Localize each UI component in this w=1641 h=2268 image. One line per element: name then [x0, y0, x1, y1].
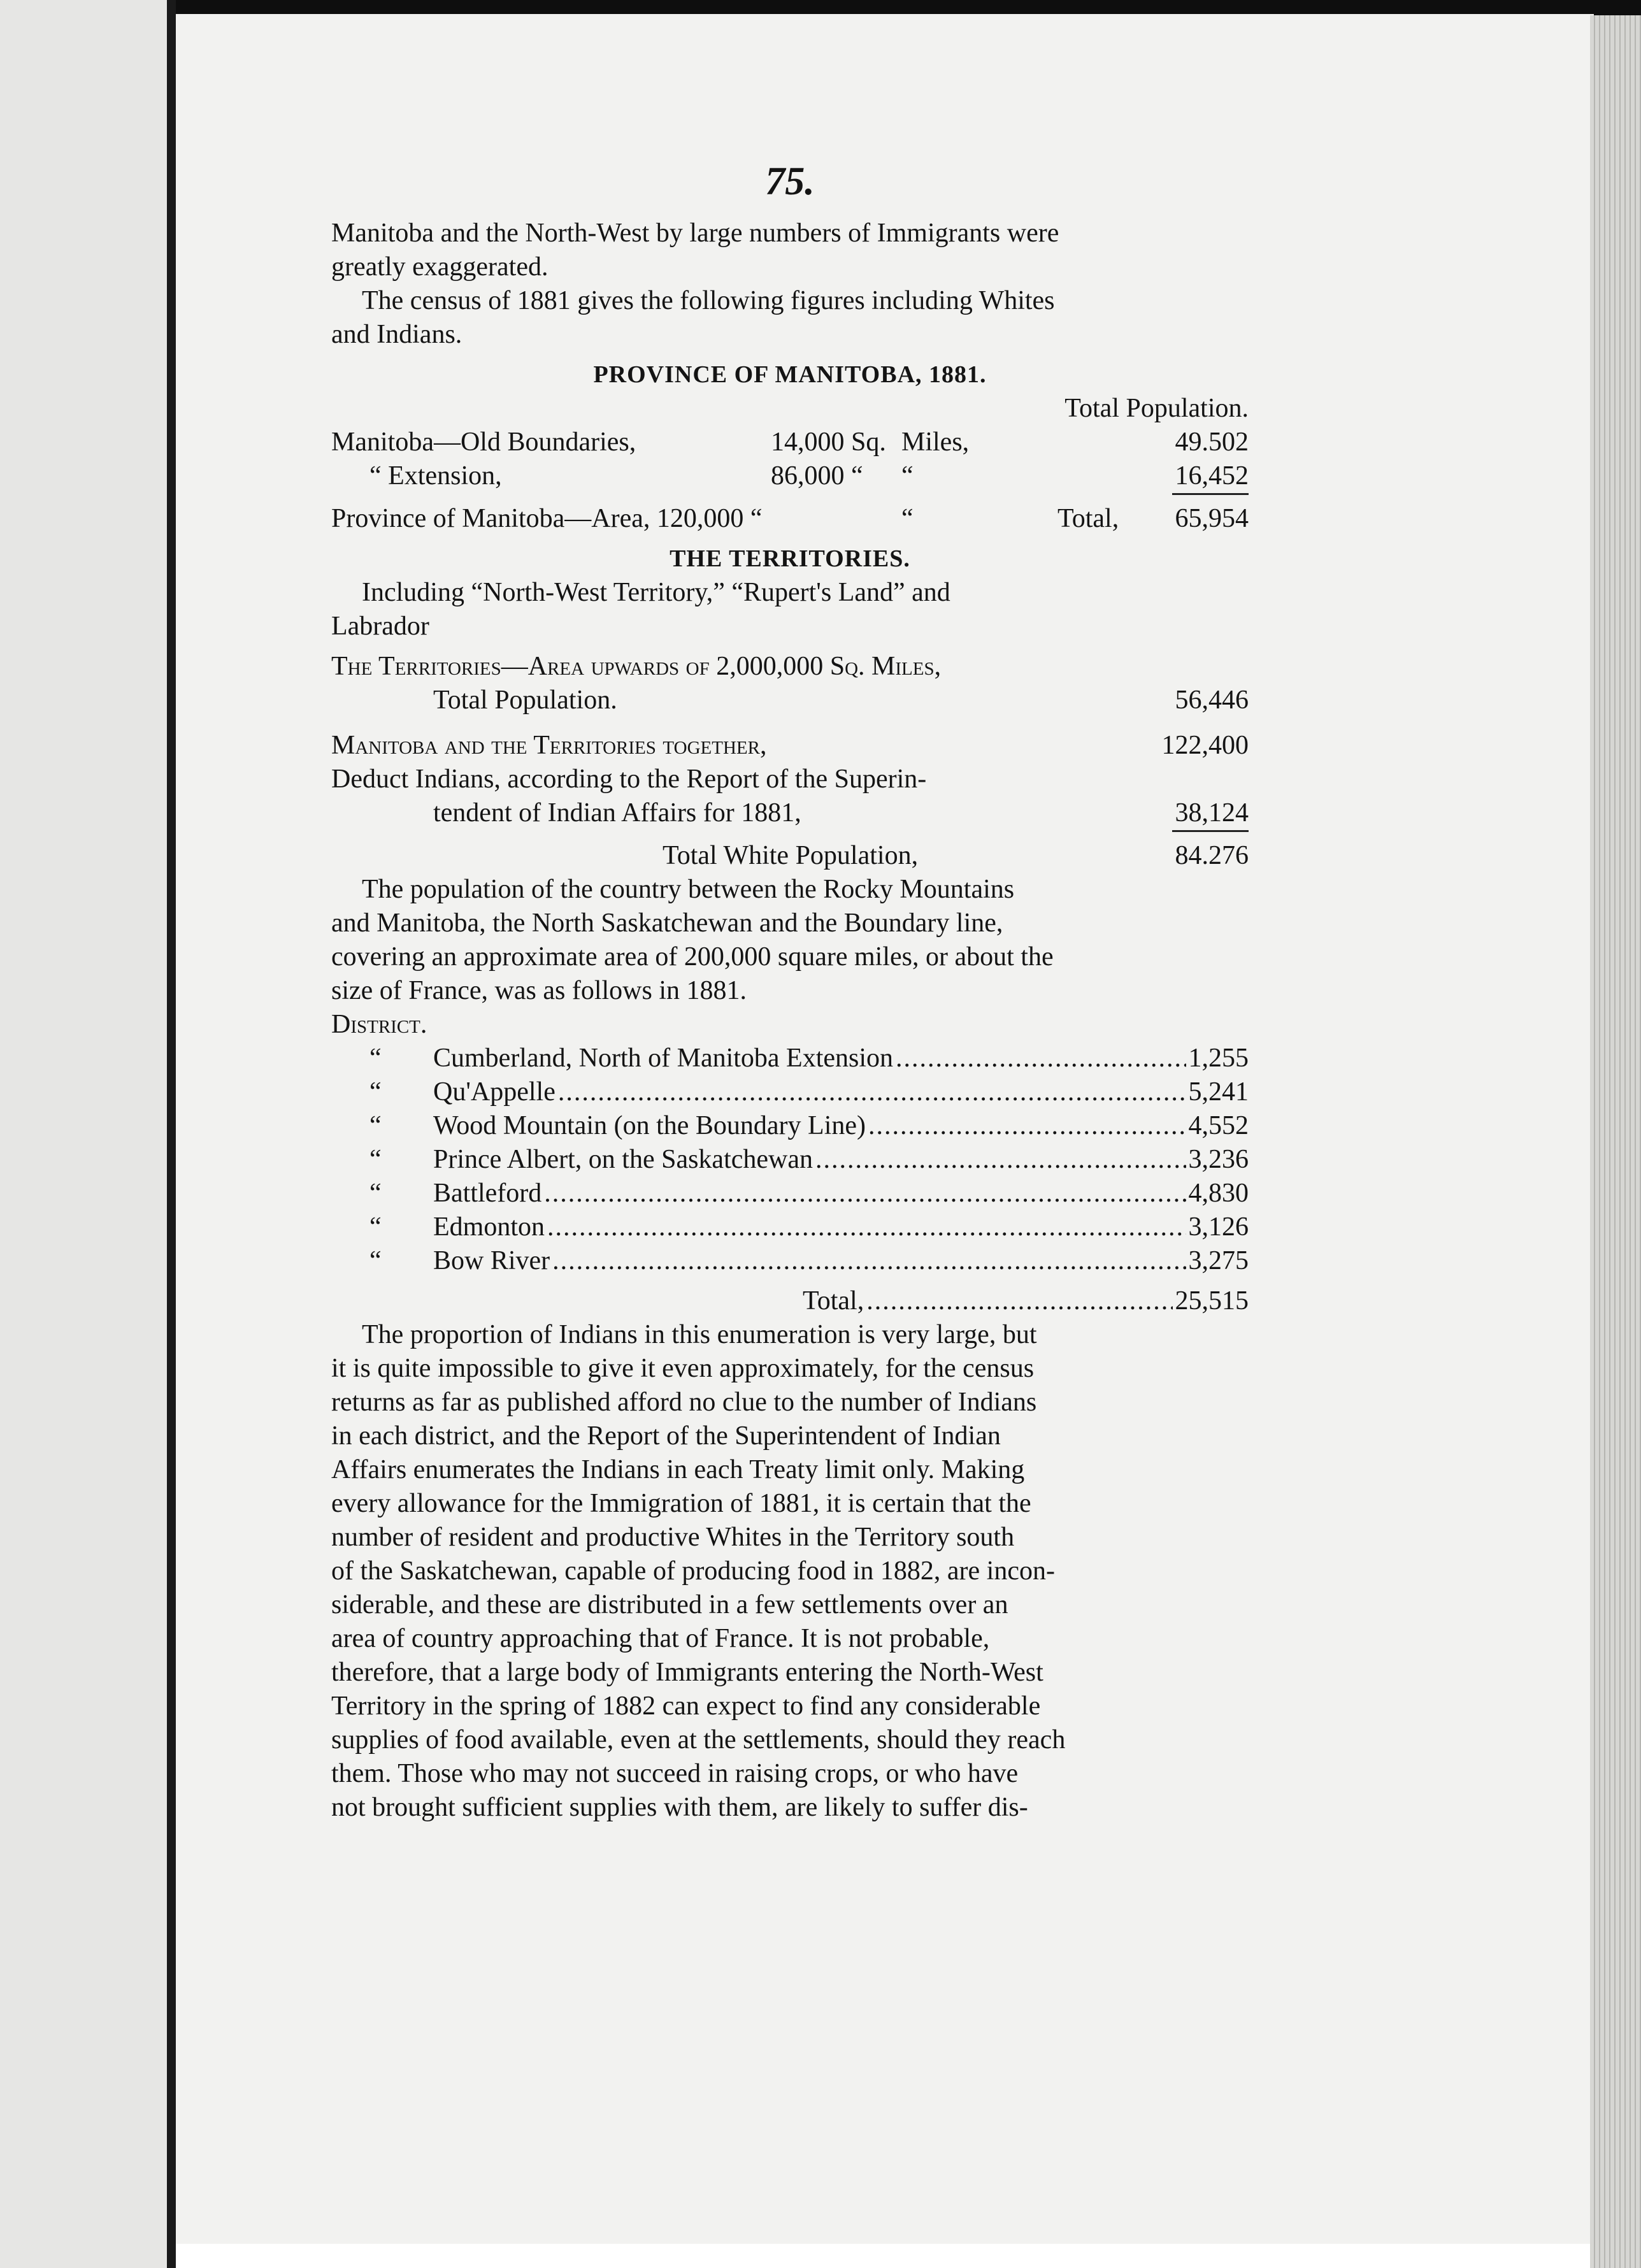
intro-line-2: greatly exaggerated.	[331, 252, 548, 282]
closing-paragraph-line: The proportion of Indians in this enumeration is very large, but	[362, 1320, 1037, 1349]
population-paragraph-line: size of France, was as follows in 1881.	[331, 976, 747, 1005]
closing-paragraph-line: not brought sufficient supplies with them, are likely to suffer dis-	[331, 1793, 1028, 1822]
book-gutter	[167, 0, 176, 2268]
population-paragraph-line: and Manitoba, the North Saskatchewan and the Boundary line,	[331, 908, 1003, 938]
row-unit: “	[901, 461, 914, 491]
leader-dots	[544, 1177, 1186, 1210]
facing-page	[0, 0, 171, 2268]
row-label: Manitoba—Old Boundaries,	[331, 427, 636, 457]
page-stack-edges	[1590, 15, 1641, 2268]
row-value: 16,452	[1175, 461, 1249, 491]
row-value: 49.502	[1175, 427, 1249, 457]
district-header: District.	[331, 1010, 427, 1039]
district-population: 4,552	[1188, 1111, 1249, 1140]
row-unit: Miles,	[901, 427, 970, 457]
white-label: Total White Population,	[663, 841, 919, 870]
population-paragraph-line: covering an approximate area of 200,000 square miles, or about the	[331, 942, 1054, 972]
district-name: Prince Albert, on the Saskatchewan	[433, 1145, 813, 1174]
closing-paragraph-line: them. Those who may not succeed in raising crops, or who have	[331, 1759, 1019, 1788]
district-population: 3,236	[1188, 1145, 1249, 1174]
closing-paragraph-line: therefore, that a large body of Immigrants entering the North-West	[331, 1658, 1043, 1687]
leader-dots	[552, 1244, 1186, 1278]
closing-paragraph-line: returns as far as published afford no clue to the number of Indians	[331, 1388, 1037, 1417]
leader-dots	[558, 1075, 1186, 1109]
district-population: 4,830	[1188, 1179, 1249, 1208]
district-total-row	[331, 1284, 1249, 1318]
district-name: Qu'Appelle	[433, 1077, 555, 1107]
sum-rule	[331, 493, 1249, 496]
district-population: 3,126	[1188, 1212, 1249, 1242]
district-row	[331, 1042, 1249, 1075]
district-name: Wood Mountain (on the Boundary Line)	[433, 1111, 866, 1140]
total-ditto: “	[901, 504, 914, 533]
district-name: Cumberland, North of Manitoba Extension	[433, 1044, 894, 1073]
district-list	[331, 1042, 1249, 1278]
territories-area: The Territories—Area upwards of 2,000,000 Sq. Miles,	[331, 652, 942, 681]
district-ditto: “	[369, 1179, 382, 1208]
deduct-label: tendent of Indian Affairs for 1881,	[433, 798, 801, 828]
manitoba-total-row	[331, 502, 1249, 536]
row-area: 14,000 Sq.	[771, 427, 886, 457]
white-value: 84.276	[1175, 841, 1249, 870]
page-number: 75.	[765, 160, 815, 203]
district-ditto: “	[369, 1077, 382, 1107]
together-row	[331, 729, 1249, 763]
leader-dots	[868, 1109, 1186, 1143]
district-row	[331, 1075, 1249, 1109]
district-row	[331, 1177, 1249, 1210]
sum-rule	[331, 830, 1249, 833]
census-line-2: and Indians.	[331, 320, 462, 349]
district-population: 5,241	[1188, 1077, 1249, 1107]
together-label: Manitoba and the Territories together,	[331, 731, 767, 760]
deduct-value: 38,124	[1175, 798, 1249, 828]
closing-paragraph-line: Affairs enumerates the Indians in each Treaty limit only. Making	[331, 1455, 1025, 1484]
district-ditto: “	[369, 1145, 382, 1174]
population-label: Total Population.	[433, 685, 617, 715]
white-population-row	[331, 839, 1249, 873]
closing-paragraph-line: every allowance for the Immigration of 1881, it is certain that the	[331, 1489, 1031, 1518]
closing-paragraph-line: Territory in the spring of 1882 can expect to find any considerable	[331, 1691, 1041, 1721]
intro-line-1: Manitoba and the North-West by large numbers of Immigrants were	[331, 219, 1059, 248]
total-population-header: Total Population.	[1064, 394, 1249, 423]
district-total-value: 25,515	[1175, 1286, 1249, 1316]
district-name: Edmonton	[433, 1212, 545, 1242]
closing-paragraph-line: it is quite impossible to give it even approximately, for the census	[331, 1354, 1035, 1383]
closing-paragraph-line: of the Saskatchewan, capable of producing food in 1882, are incon-	[331, 1556, 1055, 1586]
territories-including-1: Including “North-West Territory,” “Rupert's Land” and	[362, 578, 950, 607]
closing-paragraph-line: area of country approaching that of France. It is not probable,	[331, 1624, 990, 1653]
total-value: 65,954	[1175, 504, 1249, 533]
together-value: 122,400	[1161, 731, 1249, 760]
district-row	[331, 1143, 1249, 1177]
district-name: Bow River	[433, 1246, 550, 1275]
leader-dots	[547, 1210, 1186, 1244]
district-row	[331, 1109, 1249, 1143]
page-content	[331, 153, 1249, 1825]
leader-dots	[896, 1042, 1186, 1075]
district-ditto: “	[369, 1246, 382, 1275]
district-population: 3,275	[1188, 1246, 1249, 1275]
total-label: Province of Manitoba—Area, 120,000 “	[331, 504, 763, 533]
district-ditto: “	[369, 1111, 382, 1140]
district-total-label: Total,	[803, 1286, 864, 1316]
manitoba-row-old-boundaries	[331, 426, 1249, 459]
territories-heading: THE TERRITORIES.	[670, 545, 910, 572]
manitoba-row-extension	[331, 459, 1249, 493]
district-ditto: “	[369, 1044, 382, 1073]
leader-dots	[815, 1143, 1186, 1177]
deduct-row	[331, 796, 1249, 830]
closing-paragraph	[331, 1318, 1249, 1825]
row-label: “ Extension,	[369, 461, 502, 491]
census-line-1: The census of 1881 gives the following figures including Whites	[362, 286, 1055, 315]
district-population: 1,255	[1188, 1044, 1249, 1073]
leader-dots	[866, 1284, 1172, 1318]
population-value: 56,446	[1175, 685, 1249, 715]
total-word: Total,	[1057, 504, 1119, 533]
closing-paragraph-line: number of resident and productive Whites in the Territory south	[331, 1523, 1015, 1552]
closing-paragraph-line: in each district, and the Report of the Superintendent of Indian	[331, 1421, 1001, 1451]
district-row	[331, 1210, 1249, 1244]
district-name: Battleford	[433, 1179, 542, 1208]
population-paragraph-line: The population of the country between the Rocky Mountains	[362, 875, 1015, 904]
deduct-line-1: Deduct Indians, according to the Report of the Superin-	[331, 764, 927, 794]
scan-border	[176, 0, 1641, 15]
territories-including-2: Labrador	[331, 612, 429, 641]
row-area: 86,000 “	[771, 461, 863, 491]
closing-paragraph-line: supplies of food available, even at the settlements, should they reach	[331, 1725, 1066, 1755]
district-ditto: “	[369, 1212, 382, 1242]
district-row	[331, 1244, 1249, 1278]
closing-paragraph-line: siderable, and these are distributed in a few settlements over an	[331, 1590, 1008, 1619]
territories-population-row	[331, 684, 1249, 717]
manitoba-heading: PROVINCE OF MANITOBA, 1881.	[593, 361, 987, 388]
